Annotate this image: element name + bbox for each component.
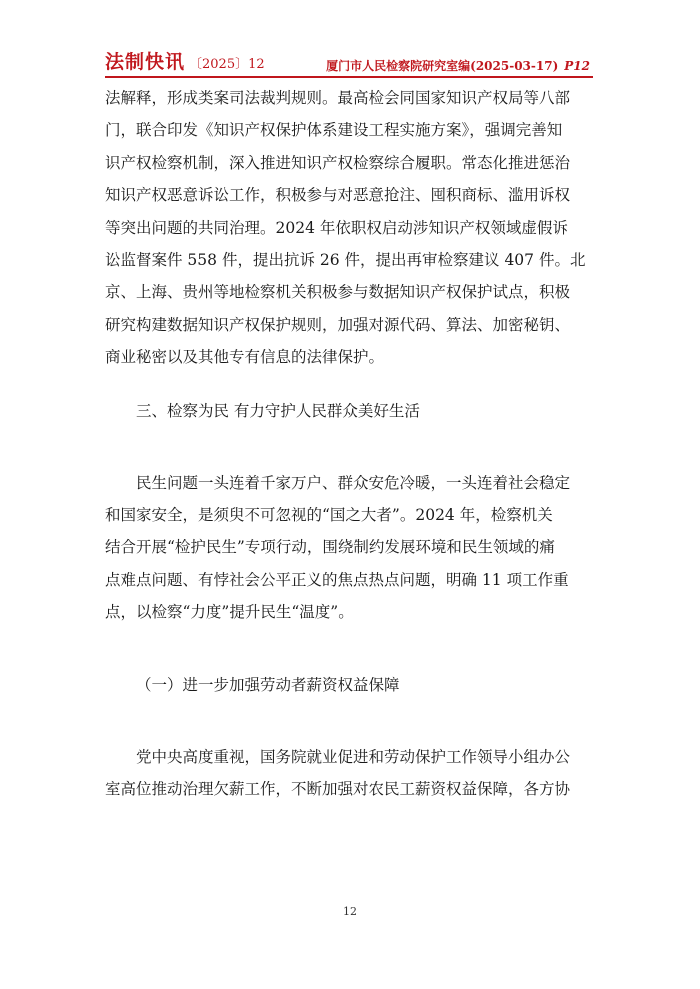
text-line: 知识产权恶意诉讼工作，积极参与对恶意抢注、囤积商标、滥用诉权	[105, 186, 571, 205]
paragraph-livelihood	[105, 467, 593, 629]
publication-masthead	[105, 47, 265, 74]
text-line: 等突出问题的共同治理。2024 年依职权启动涉知识产权领域虚假诉	[105, 218, 568, 237]
text-line: 结合开展“检护民生”专项行动，围绕制约发展环境和民生领域的痛	[105, 538, 555, 557]
text-line: 商业秘密以及其他专有信息的法律保护。	[105, 348, 385, 367]
document-body	[105, 82, 593, 806]
publication-title: 法制快讯	[105, 51, 186, 73]
header-rule	[105, 76, 593, 78]
subsection-heading: （一）进一步加强劳动者薪资权益保障	[136, 675, 400, 694]
section-heading: 三、检察为民 有力守护人民群众美好生活	[136, 401, 420, 420]
text-line: 讼监督案件 558 件，提出抗诉 26 件，提出再审检察建议 407 件。北	[105, 251, 586, 270]
text-line: 门，联合印发《知识产权保护体系建设工程实施方案》，强调完善知	[105, 121, 563, 140]
header-page-label: P12	[564, 59, 590, 73]
paragraph-wage-protection	[105, 741, 593, 806]
text-line: 法解释，形成类案司法裁判规则。最高检会同国家知识产权局等八部	[105, 89, 571, 107]
page-header	[105, 50, 590, 74]
issue-number: 〔2025〕12	[189, 57, 265, 72]
text-line: 和国家安全，是须臾不可忽视的“国之大者”。2024 年，检察机关	[105, 506, 553, 525]
text-line: 室高位推动治理欠薪工作，不断加强对农民工薪资权益保障，各方协	[105, 780, 571, 799]
text-line: 识产权检察机制，深入推进知识产权检察综合履职。常态化推进惩治	[105, 153, 571, 172]
paragraph-ip-protection	[105, 82, 593, 374]
publisher-info	[326, 57, 590, 74]
text-line: 党中央高度重视，国务院就业促进和劳动保护工作领导小组办公	[136, 747, 571, 766]
text-line: 点，以检察“力度”提升民生“温度”。	[105, 603, 354, 622]
text-line: 点难点问题、有悖社会公平正义的焦点热点问题，明确 11 项工作重	[105, 570, 569, 589]
text-line: 研究构建数据知识产权保护规则，加强对源代码、算法、加密秘钥、	[105, 315, 571, 334]
text-line: 民生问题一头连着千家万户、群众安危冷暖，一头连着社会稳定	[136, 473, 571, 492]
page-number: 12	[343, 905, 357, 918]
publisher-name: 厦门市人民检察院研究室编(2025-03-17)	[326, 59, 559, 73]
text-line: 京、上海、贵州等地检察机关积极参与数据知识产权保护试点，积极	[105, 283, 571, 302]
